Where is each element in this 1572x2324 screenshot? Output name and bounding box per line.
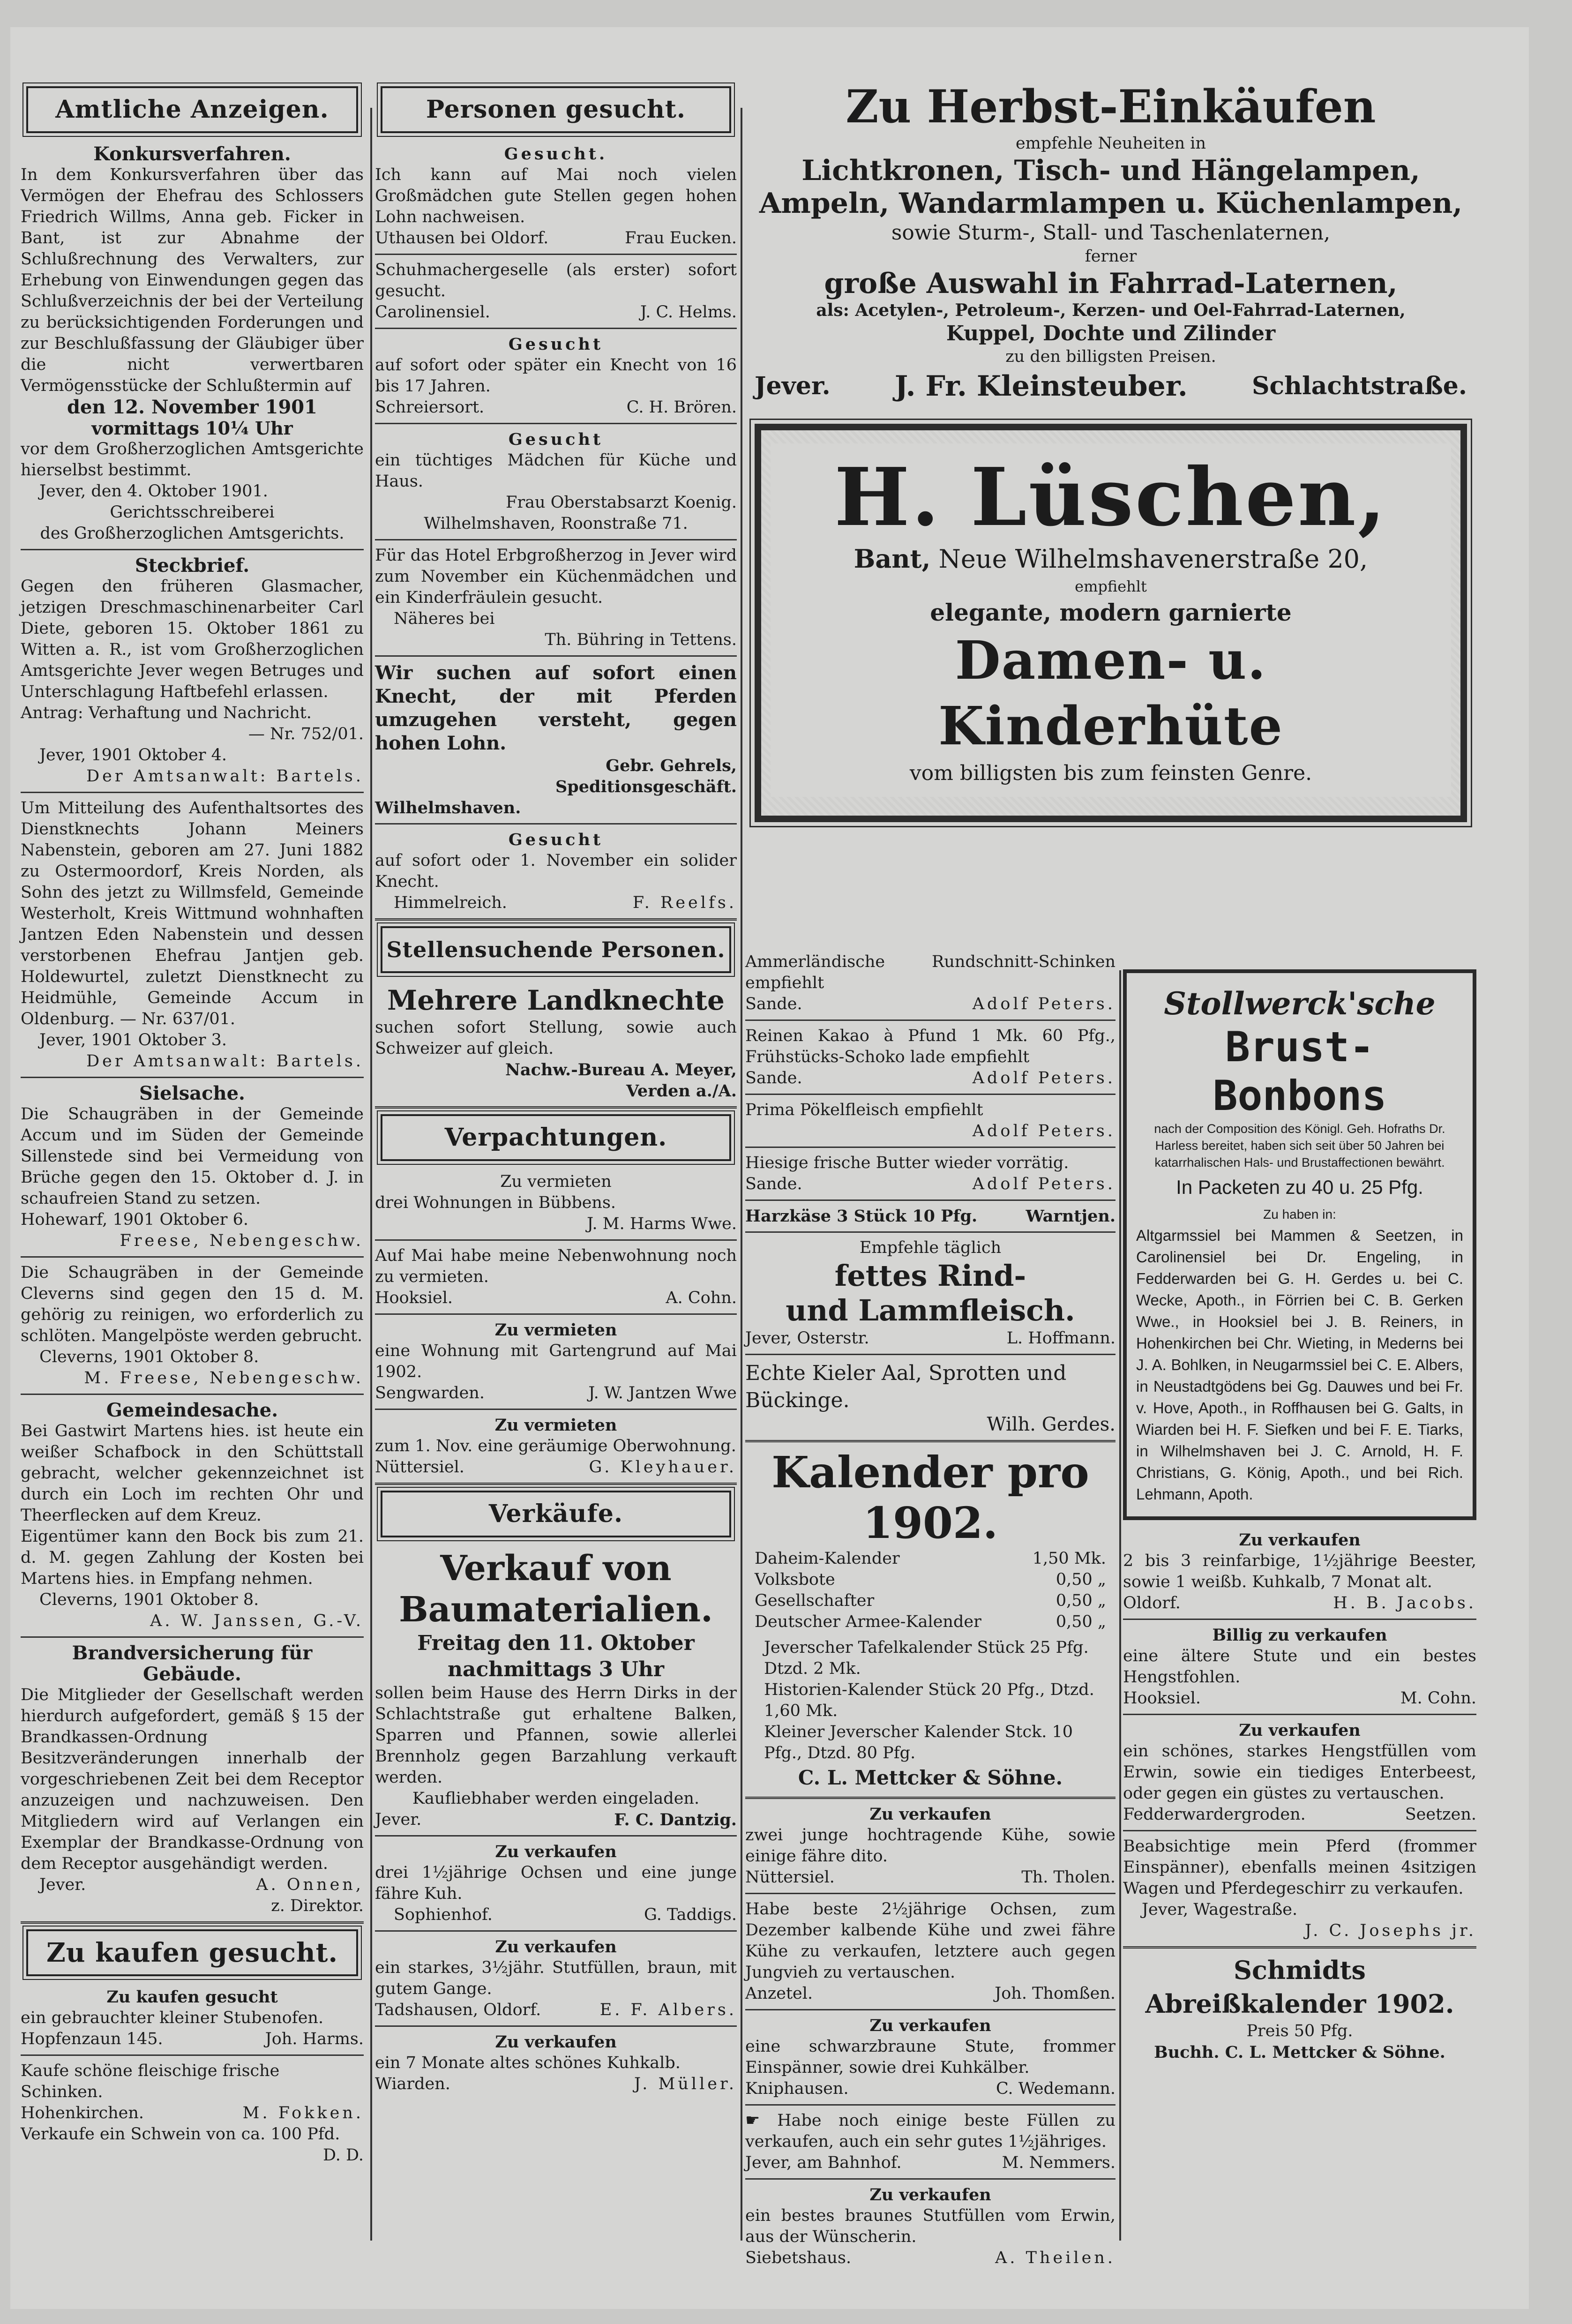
kaufen-ad3-text: Verkaufe ein Schwein von ca. 100 Pfd. [21, 2125, 340, 2144]
k3-place: Wiarden. [375, 2075, 450, 2093]
gem-text: Bei Gastwirt Martens hies. ist heute ein weißer Schafbock in den Schüttstall gebracht, welcher gekennzeichnet ist durch ein Loch im rechten Ohr und Theerflecken auf dem Kreuz. [21, 1422, 364, 1525]
ka2-text: Reinen Kakao à Pfund 1 Mk. 60 Pfg., Frühstücks-Schoko lade empfiehlt [745, 1027, 1115, 1066]
ul-v4-signature [745, 2152, 1115, 2174]
steck-place: Jever, 1901 Oktober 4. [39, 746, 227, 765]
steck-sig: Der Amtsanwalt: Bartels. [86, 767, 364, 786]
stellen-sig1: Nachw.-Bureau A. Meyer, [505, 1060, 737, 1080]
verkauf-time: nachmittags 3 Uhr [447, 1657, 665, 1681]
stollwerck-t2: Bonbons [1213, 1072, 1387, 1120]
stollwerck-places: Altgarmssiel bei Mammen & Seetzen, in Carolinensiel bei Dr. Engeling, in Fedderwarden bei G. H. Gerdes u. bei C. Wecke, Apoth., in Förrien bei C. B. Gerken Wwe., in Hooksiel bei J. B. Reiners, in Hohenkirchen bei Chr. Wieting, in Mederns bei J. A. Bohlken, in Neugarmssiel bei C. E. Albers, in Neustadtgödens bei Gg. Dauwes und bei Fr. v. Hove, Apoth., in Roffhausen bei G. Galts, in Wiarden bei H. F. Siefken und bei F. E. Tiarks, in Wilhelmshaven bei J. C. Arnold, H. F. Christians, G. König, Apoth., und bei Rich. Lehmann, Apoth. [1136, 1227, 1463, 1503]
verkauf-sig: F. C. Dantzig. [614, 1810, 737, 1829]
ur-r1-title: Zu verkaufen [1239, 1530, 1361, 1550]
ka6-l2: fettes Rind- [834, 1259, 1026, 1293]
konkurs-sig1: Gerichtsschreiberei [110, 503, 275, 522]
herbst-l7: als: Acetylen-, Petroleum-, Kerzen- und Oel-Fahrrad-Laternen, [816, 300, 1406, 320]
g4-place: Wilhelmshaven, Roonstraße 71. [424, 514, 688, 533]
ul-v3-title: Zu verkaufen [869, 2016, 991, 2035]
ul-v4-place: Jever, am Bahnhof. [745, 2153, 902, 2172]
g4-sig: Frau Oberstabsarzt Koenig. [506, 493, 737, 512]
lueschen-addr-bant: Bant, [853, 544, 931, 574]
konkurs-sig2: des Großherzoglichen Amtsgerichts. [40, 524, 344, 543]
ka7-text: Echte Kieler Aal, Sprotten und Bückinge. [745, 1361, 1067, 1412]
ul-v1-title: Zu verkaufen [869, 1805, 991, 1824]
stellen-text: suchen sofort Stellung, sowie auch Schweizer auf gleich. [375, 1018, 737, 1058]
g6-text: Wir suchen auf sofort einen Knecht, der mit Pferden umzugehen versteht, gegen hohen Lohn. [375, 662, 737, 754]
ka4-sig: Adolf Peters. [972, 1175, 1115, 1193]
ur-r2-sig: M. Cohn. [1400, 1689, 1476, 1708]
ka1-place: Sande. [745, 995, 802, 1013]
g7-sig: F. Reelfs. [632, 893, 737, 912]
ul-v2-sig: Joh. Thomßen. [995, 1984, 1115, 2003]
siel-text2: Die Schaugräben in der Gemeinde Cleverns sind gegen den 15 d. M. gehörig zu reinigen, wo erforderlich zu schlöten. Mangelpöste werden gebrucht. [21, 1263, 364, 1345]
herbst-f-mid: J. Fr. Kleinsteuber. [894, 370, 1188, 403]
aufenthalt-text: Um Mitteilung des Aufenthaltsortes des Dienstknechts Johann Meiners Nabenstein, geboren am 27. Juni 1882 zu Ostermoordorf, Kreis Norden, als Sohn des jetzt zu Willmsfeld, Gemeinde Westerholt, Kreis Wittmund wohnhaften Jantzen Eden Nabenstein und dessen verstorbenen Ehefrau Jantjen geb. Holdewurtel, zuletzt Dienstknecht zu Heidmühle, Gemeinde Accum in Oldenburg. — Nr. 637/01. [21, 799, 364, 1028]
siel-title: Sielsache. [139, 1082, 245, 1104]
stollwerck-desc: nach der Composition des Königl. Geh. Hofraths Dr. Harless bereitet, haben sich seit über 50 Jahren bei katarrhalischen Hals- und Brustaffectionen bewährt. [1154, 1122, 1445, 1169]
kalender-t2: Historien-Kalender Stück 20 Pfg., Dtzd. 1,60 Mk. [764, 1680, 1094, 1720]
brand-place: Jever. [39, 1875, 86, 1894]
stollwerck-ad [1123, 969, 1476, 1520]
ka4-text: Hiesige frische Butter wieder vorrätig. [745, 1154, 1069, 1172]
g5-text: Für das Hotel Erbgroßherzog in Jever wird zum November ein Küchenmädchen und ein Kinderfräulein gesucht. [375, 546, 737, 607]
g3-signature [375, 397, 737, 418]
steck-antrag: Antrag: Verhaftung und Nachricht. [21, 704, 312, 722]
siel-place2: Cleverns, 1901 Oktober 8. [39, 1348, 259, 1366]
ul-v3-signature [745, 2078, 1115, 2099]
ur-r3-title: Zu verkaufen [1239, 1721, 1361, 1740]
ur-r1-sig: H. B. Jacobs. [1333, 1594, 1476, 1612]
g3-title: Gesucht [508, 335, 604, 354]
ka4-signature [745, 1174, 1115, 1195]
kalender-item [755, 1548, 1106, 1569]
aufenthalt-place: Jever, 1901 Oktober 3. [39, 1031, 227, 1050]
ul-v5-sig: A. Theilen. [995, 2249, 1115, 2267]
konkurs-time: vormittags 10¼ Uhr [91, 418, 293, 439]
kaufen-ad2-signature [21, 2103, 364, 2124]
a4-text: zum 1. Nov. eine geräumige Oberwohnung. [375, 1437, 736, 1455]
g5-sig: Th. Bühring in Tettens. [545, 630, 737, 649]
g6-sig3: Wilhelmshaven. [375, 798, 521, 817]
a1-text: drei Wohnungen in Bübbens. [375, 1193, 616, 1212]
brand-title: Brandversicherung für Gebäude. [72, 1642, 313, 1685]
g7-text: auf sofort oder 1. November ein solider Knecht. [375, 851, 737, 891]
herbst-f-left: Jever. [755, 372, 831, 400]
kalender-item-price: 1,50 Mk. [1032, 1549, 1106, 1568]
a3-signature [375, 1383, 737, 1404]
lueschen-l4: vom billigsten bis zum feinsten Genre. [909, 761, 1312, 785]
verkauf-place: Jever. [375, 1810, 422, 1829]
column-1 [21, 81, 364, 2166]
gem-text2: Eigentümer kann den Bock bis zum 21. d. M. gegen Zahlung der Kosten bei Martens hies. in Empfang nehmen. [21, 1527, 364, 1588]
column-3-right [1123, 966, 1476, 2063]
section-header-verkaeufe: Verkäufe. [381, 1491, 731, 1537]
ul-v1-sig: Th. Tholen. [1021, 1868, 1115, 1887]
kaufen-ad1-signature [21, 2029, 364, 2050]
ul-v5-title: Zu verkaufen [869, 2185, 991, 2204]
siel-sig2: M. Freese, Nebengeschw. [84, 1369, 364, 1387]
verkauf-date: Freitag den 11. Oktober [417, 1631, 695, 1655]
ka6-place: Jever, Osterstr. [745, 1329, 869, 1348]
a2-signature [375, 1288, 737, 1309]
kalender-item-price: 0,50 „ [1055, 1591, 1106, 1610]
column-divider [370, 108, 372, 2241]
stellen-title: Mehrere Landknechte [387, 984, 725, 1016]
lueschen-name: H. Lüschen, [834, 450, 1387, 544]
ul-v2-text: Habe beste 2½jährige Ochsen, zum Dezember kalbende Kühe und zwei fähre Kühe zu verkaufen, letztere auch gegen Jungvieh zu vertauschen. [745, 1900, 1115, 1982]
ka2-sig: Adolf Peters. [972, 1069, 1115, 1087]
ur-r3-place: Fedderwardergroden. [1123, 1805, 1306, 1824]
g1-place: Uthausen bei Oldorf. [375, 229, 549, 247]
k1-sig: G. Taddigs. [644, 1905, 737, 1924]
a4-sig: G. Kleyhauer. [589, 1458, 737, 1477]
ka6-sig: L. Hoffmann. [1006, 1329, 1115, 1348]
ka1-text: Ammerländische Rundschnitt-Schinken empfiehlt [745, 952, 1115, 992]
schmidt-price: Preis 50 Pfg. [1246, 2022, 1353, 2040]
g3-sig: C. H. Brören. [626, 398, 737, 417]
column-divider [741, 108, 742, 2241]
lueschen-addr: Neue Wilhelmshavenerstraße 20, [938, 544, 1368, 574]
herbst-footer [745, 367, 1476, 405]
brand-signature [21, 1874, 364, 1896]
g1-sig: Frau Eucken. [625, 229, 737, 247]
ul-v4-sig: M. Nemmers. [1002, 2153, 1115, 2172]
steck-title: Steckbrief. [135, 555, 250, 577]
gem-place: Cleverns, 1901 Oktober 8. [39, 1590, 259, 1609]
k3-title: Zu verkaufen [495, 2032, 617, 2052]
konkurs-title: Konkursverfahren. [93, 143, 291, 165]
ul-v5-signature [745, 2248, 1115, 2269]
lueschen-ad [755, 424, 1467, 822]
k2-place: Tadshausen, Oldorf. [375, 2001, 541, 2019]
k2-title: Zu verkaufen [495, 1937, 617, 1957]
lueschen-l1: empfiehlt [1075, 577, 1147, 595]
brand-text: Die Mitglieder der Gesellschaft werden hierdurch aufgefordert, gemäß § 15 der Brandkassen-Ordnung Besitzveränderungen innerhalb der vorgeschriebenen Zeit bei dem Receptor anzuzeigen und nachzuweisen. Den Mitgliedern wird auf Verlangen ein Exemplar der Brandkasse-Ordnung von dem Receptor ausgehändigt werden. [21, 1686, 364, 1873]
brand-sig: A. Onnen, [256, 1875, 364, 1894]
kalender-item-price: 0,50 „ [1055, 1570, 1106, 1589]
stollwerck-t1: Brust- [1225, 1023, 1374, 1071]
ur-r3-text: ein schönes, starkes Hengstfüllen vom Erwin, sowie ein tiediges Enterbeest, oder gegen ein güstes zu vertauschen. [1123, 1742, 1476, 1803]
k2-sig: E. F. Albers. [599, 2001, 737, 2019]
ur-r3-signature [1123, 1804, 1476, 1825]
ul-v5-place: Siebetshaus. [745, 2249, 852, 2267]
ka6-l1: Empfehle täglich [859, 1238, 1002, 1257]
a3-title: Zu vermieten [494, 1320, 617, 1340]
stollwerck-brand: Stollwerck'sche [1164, 985, 1436, 1022]
g4-title: Gesucht [508, 430, 604, 449]
kalender-item-name: Daheim-Kalender [755, 1549, 900, 1568]
ul-v1-text: zwei junge hochtragende Kühe, sowie einige fähre dito. [745, 1826, 1115, 1866]
k3-signature [375, 2074, 737, 2095]
herbst-l6: große Auswahl in Fahrrad-Laternen, [824, 267, 1398, 300]
a3-sig: J. W. Jantzen Wwe [588, 1384, 737, 1402]
a2-place: Hooksiel. [375, 1289, 453, 1307]
a2-text: Auf Mai habe meine Nebenwohnung noch zu vermieten. [375, 1246, 737, 1286]
kaufen-ad1-title: Zu kaufen gesucht [106, 1987, 278, 2007]
column-3-top [745, 81, 1476, 836]
gem-sig: A. W. Janssen, G.-V. [150, 1612, 364, 1630]
k3-text: ein 7 Monate altes schönes Kuhkalb. [375, 2054, 681, 2072]
herbst-l4: sowie Sturm-, Stall- und Taschenlaternen, [891, 221, 1331, 245]
steck-text: Gegen den früheren Glasmacher, jetzigen Dreschmaschinenarbeiter Carl Diete, geboren 15. Oktober 1861 zu Witten a. R., ist vom Großherzoglichen Amtsgerichte Jever wegen Betruges und Unterschlagung Haftbefehl erlassen. [21, 577, 364, 701]
lueschen-address [780, 542, 1442, 576]
k1-signature [375, 1904, 737, 1926]
g7-signature [375, 892, 737, 914]
kalender-t3: Kleiner Jeverscher Kalender Stck. 10 Pfg., Dtzd. 80 Pfg. [764, 1723, 1073, 1762]
schmidt-sig: Buchh. C. L. Mettcker & Söhne. [1154, 2043, 1445, 2062]
verkauf-title2: Baumaterialien. [399, 1589, 713, 1630]
column-divider [1119, 970, 1121, 2241]
kalender-item-name: Volksbote [755, 1570, 835, 1589]
section-header-stellen: Stellensuchende Personen. [381, 926, 731, 973]
siel-text: Die Schaugräben in der Gemeinde Accum und im Süden der Gemeinde Sillenstede sind bei Vermeidung von Brüche gegen den 15. Oktober d. J. in schaufreien Stand zu setzen. [21, 1105, 364, 1208]
verkauf-signature [375, 1809, 737, 1830]
ka6-signature [745, 1328, 1115, 1349]
k1-title: Zu verkaufen [495, 1842, 617, 1861]
section-header-pacht: Verpachtungen. [381, 1114, 731, 1161]
ka1-sig: Adolf Peters. [972, 995, 1115, 1013]
gem-title: Gemeindesache. [106, 1399, 278, 1421]
schmidt-title: Schmidts Abreißkalender 1902. [1145, 1955, 1454, 2019]
ur-r4-place: Jever, Wagestraße. [1142, 1900, 1298, 1919]
ur-r2-signature [1123, 1688, 1476, 1709]
ul-v1-signature [745, 1867, 1115, 1888]
konkurs-place: Jever, den 4. Oktober 1901. [39, 482, 268, 501]
a4-place: Nüttersiel. [375, 1458, 464, 1477]
verkauf-title1: Verkauf von [440, 1548, 672, 1589]
konkurs-text2: vor dem Großherzoglichen Amtsgerichte hierselbst bestimmt. [21, 440, 364, 480]
g7-title: Gesucht [508, 830, 604, 849]
kaufen-ad1-sig: Joh. Harms. [265, 2030, 364, 2048]
g7-place: Himmelreich. [394, 893, 507, 912]
ka5-right: Warntjen. [1026, 1207, 1115, 1226]
herbst-l2: Lichtkronen, Tisch- und Hängelampen, [801, 154, 1420, 187]
ul-v2-signature [745, 1983, 1115, 2004]
aufenthalt-sig: Der Amtsanwalt: Bartels. [86, 1052, 364, 1071]
g2-text: Schuhmachergeselle (als erster) sofort gesucht. [375, 261, 737, 300]
lueschen-l2: elegante, modern garnierte [930, 599, 1292, 626]
kalender-sig: C. L. Mettcker & Söhne. [798, 1766, 1063, 1789]
k2-text: ein starkes, 3½jähr. Stutfüllen, braun, mit gutem Gange. [375, 1958, 737, 1998]
verkauf-text2: Kaufliebhaber werden eingeladen. [412, 1789, 700, 1808]
herbst-l3: Ampeln, Wandarmlampen u. Küchenlampen, [759, 187, 1463, 220]
konkurs-date: den 12. November 1901 [67, 396, 317, 418]
kalender-item-name: Gesellschafter [755, 1591, 875, 1610]
g1-text: Ich kann auf Mai noch vielen Großmädchen gute Stellen gegen hohen Lohn nachweisen. [375, 165, 737, 226]
kalender-list [745, 1548, 1115, 1633]
ur-r4-sig: J. C. Josephs jr. [1304, 1921, 1476, 1940]
ur-r1-place: Oldorf. [1123, 1594, 1181, 1612]
ur-r1-text: 2 bis 3 reinfarbige, 1½jährige Beester, sowie 1 weißb. Kuhkalb, 7 Monat alt. [1123, 1552, 1476, 1591]
g2-sig: J. C. Helms. [640, 303, 737, 322]
ka1-signature [745, 994, 1115, 1015]
herbst-l1: empfehle Neuheiten in [1015, 134, 1206, 153]
kalender-item-name: Deutscher Armee-Kalender [755, 1612, 981, 1631]
g3-text: auf sofort oder später ein Knecht von 16 bis 17 Jahren. [375, 356, 737, 396]
g1-title: Gesucht. [504, 144, 608, 164]
a1-title: Zu vermieten [500, 1172, 612, 1191]
a3-text: eine Wohnung mit Gartengrund auf Mai 1902. [375, 1342, 737, 1381]
ul-v5-text: ein bestes braunes Stutfüllen vom Erwin, aus der Wünscherin. [745, 2206, 1115, 2246]
g5-text2: Näheres bei [394, 609, 495, 628]
ul-v2-place: Anzetel. [745, 1984, 813, 2003]
k3-sig: J. Müller. [634, 2075, 737, 2093]
kalender-item [755, 1612, 1106, 1633]
ur-r4-text: Beabsichtige mein Pferd (frommer Einspänner), ebenfalls meinen 4sitzigen Wagen und Pferdegeschirr zu verkaufen. [1123, 1837, 1476, 1898]
kalender-item-price: 0,50 „ [1055, 1612, 1106, 1631]
k1-place: Sophienhof. [394, 1905, 493, 1924]
ur-r1-signature [1123, 1593, 1476, 1614]
g2-place: Carolinensiel. [375, 303, 490, 322]
section-header-kaufen: Zu kaufen gesucht. [26, 1929, 358, 1976]
siel-place: Hohewarf, 1901 Oktober 6. [21, 1210, 248, 1229]
ka3-text: Prima Pökelfleisch empfiehlt [745, 1101, 983, 1119]
section-header-amtlich: Amtliche Anzeigen. [26, 86, 358, 133]
g6-sig2: Speditionsgeschäft. [555, 777, 737, 796]
ul-v4-text [745, 2110, 1115, 2152]
column-3-left [745, 952, 1115, 2269]
column-2 [375, 81, 737, 2095]
ka2-place: Sande. [745, 1069, 802, 1087]
lueschen-l3: Damen- u. Kinderhüte [938, 630, 1283, 757]
ka7-sig: Wilh. Gerdes. [987, 1414, 1115, 1435]
kaufen-ad2-sig: M. Fokken. [242, 2104, 364, 2122]
a3-place: Sengwarden. [375, 1384, 485, 1402]
g2-signature [375, 302, 737, 323]
herbst-l5: ferner [1085, 247, 1137, 266]
pointing-hand-icon: ☛ [745, 2111, 778, 2130]
kalender-item [755, 1590, 1106, 1612]
ka5-line [745, 1206, 1115, 1227]
stollwerck-packs: In Packeten zu 40 u. 25 Pfg. [1176, 1176, 1423, 1198]
verkauf-text: sollen beim Hause des Herrn Dirks in der Schlachtstraße gut erhaltene Balken, Sparren und Pfannen, sowie allerlei Brennholz gegen Barzahlung verkauft werden. [375, 1684, 737, 1787]
herbst-f-right: Schlachtstraße. [1251, 372, 1467, 400]
ur-r3-sig: Seetzen. [1405, 1805, 1476, 1824]
ka5-left: Harzkäse 3 Stück 10 Pfg. [745, 1207, 978, 1226]
stollwerck-zu-haben: Zu haben in: [1263, 1207, 1336, 1222]
section-header-personen: Personen gesucht. [381, 86, 731, 133]
siel-sig: Freese, Nebengeschw. [120, 1231, 364, 1250]
herbst-l8: Kuppel, Dochte und Zilinder [946, 322, 1276, 345]
ur-r2-text: eine ältere Stute und ein bestes Hengstfohlen. [1123, 1647, 1476, 1687]
kaufen-ad2-text: Kaufe schöne fleischige frische Schinken. [21, 2062, 280, 2101]
brand-sig2: z. Direktor. [271, 1897, 364, 1915]
k1-text: drei 1½jährige Ochsen und eine junge fähre Kuh. [375, 1863, 737, 1903]
g6-sig1: Gebr. Gehrels, [606, 756, 737, 775]
kalender-title: Kalender pro 1902. [771, 1447, 1089, 1548]
ul-v4-text-body: Habe noch einige beste Füllen zu verkaufen, auch ein sehr gutes 1½jähriges. [745, 2111, 1115, 2151]
ka2-signature [745, 1068, 1115, 1089]
ka3-sig: Adolf Peters. [972, 1122, 1115, 1140]
stellen-sig2: Verden a./A. [626, 1081, 737, 1101]
k2-signature [375, 2000, 737, 2021]
kalender-t1: Jeverscher Tafelkalender Stück 25 Pfg. Dtzd. 2 Mk. [764, 1638, 1089, 1678]
herbst-title: Zu Herbst-Einkäufen [846, 80, 1376, 133]
ka6-l3: und Lammfleisch. [786, 1293, 1075, 1327]
steck-nr: — Nr. 752/01. [248, 725, 364, 743]
ur-r2-title: Billig zu verkaufen [1212, 1626, 1387, 1645]
ka4-place: Sande. [745, 1175, 802, 1193]
ul-v3-place: Kniphausen. [745, 2079, 849, 2098]
kalender-item [755, 1569, 1106, 1590]
g4-text: ein tüchtiges Mädchen für Küche und Haus. [375, 451, 737, 491]
kaufen-ad1-addr: Hopfenzaun 145. [21, 2030, 163, 2048]
g3-place: Schreiersort. [375, 398, 485, 417]
a4-signature [375, 1457, 737, 1478]
a2-sig: A. Cohn. [666, 1289, 737, 1307]
ul-v3-sig: C. Wedemann. [996, 2079, 1115, 2098]
a4-title: Zu vermieten [494, 1416, 617, 1435]
ur-r2-place: Hooksiel. [1123, 1689, 1201, 1708]
kaufen-ad2-place: Hohenkirchen. [21, 2104, 144, 2122]
g1-signature [375, 228, 737, 249]
a1-sig: J. M. Harms Wwe. [587, 1214, 737, 1233]
ul-v1-place: Nüttersiel. [745, 1868, 835, 1887]
kaufen-ad3-sig: D. D. [322, 2146, 364, 2165]
konkurs-text: In dem Konkursverfahren über das Vermögen der Ehefrau des Schlossers Friedrich Willms, Anna geb. Ficker in Bant, ist zur Abnahme der Schlußrechnung des Verwalters, zur Erhebung von Einwendungen gegen das Schlußverzeichnis der bei der Verteilung zu berücksichtigenden Forderungen und zur Beschlußfassung der Gläubiger über die nicht verwertbaren Vermögensstücke der Schlußtermin auf [21, 165, 364, 395]
ul-v3-text: eine schwarzbraune Stute, frommer Einspänner, sowie drei Kuhkälber. [745, 2037, 1115, 2077]
herbst-l9: zu den billigsten Preisen. [1005, 347, 1216, 366]
kaufen-ad1-text: ein gebrauchter kleiner Stubenofen. [21, 2009, 324, 2027]
